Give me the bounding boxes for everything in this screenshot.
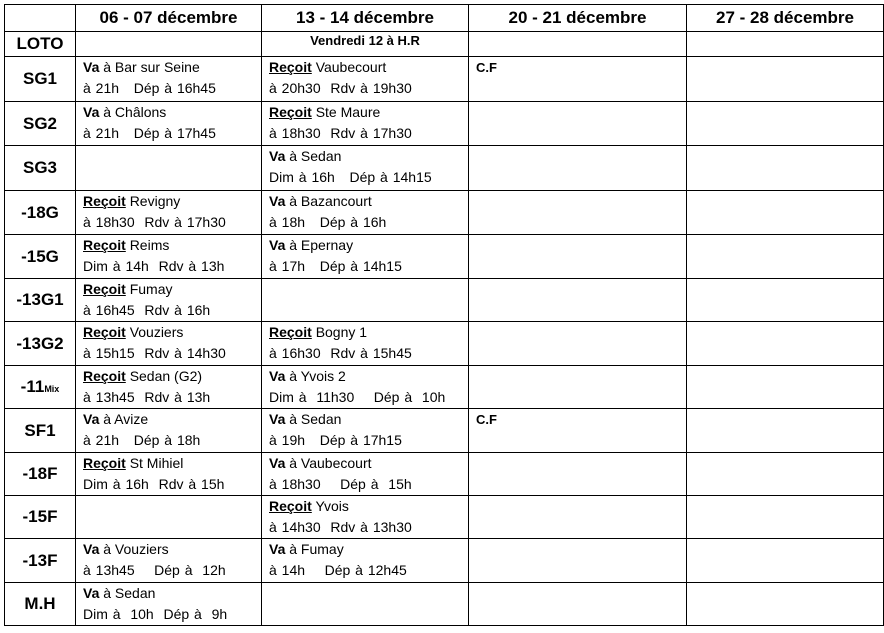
opponent-place: Sedan (G2) — [129, 368, 203, 384]
match-line — [269, 496, 468, 517]
row-label-loto: LOTO — [5, 32, 76, 57]
opponent-place: Ste Maure — [315, 104, 381, 120]
opponent-place: à Sedan — [289, 148, 342, 164]
home-match-label: Reçoit — [83, 237, 126, 253]
match-time: à 20h30 Rdv à 19h30 — [269, 80, 412, 96]
opponent-place: à Vouziers — [103, 541, 169, 557]
away-match-label: Va — [83, 585, 100, 601]
match-line — [83, 57, 261, 78]
team-label-text: SG1 — [22, 69, 58, 88]
away-match-label: Va — [83, 59, 100, 75]
home-match-label: Reçoit — [83, 455, 126, 471]
match-time: à 18h Dép à 16h — [269, 214, 387, 230]
loto-cell-week-4 — [687, 32, 884, 57]
schedule-cell — [687, 539, 884, 583]
schedule-cell — [469, 102, 687, 146]
team-label-text: M.H — [24, 594, 56, 613]
schedule-cell — [469, 366, 687, 409]
match-line — [269, 322, 468, 343]
match-line — [269, 539, 468, 560]
match-time: Dim à 16h Rdv à 15h — [83, 476, 225, 492]
schedule-cell — [76, 191, 262, 235]
match-line — [269, 235, 468, 256]
header-week-2: 13 - 14 décembre — [262, 5, 469, 32]
match-time: Dim à 16h Dép à 14h15 — [269, 169, 432, 185]
schedule-cell — [469, 539, 687, 583]
schedule-cell — [687, 409, 884, 453]
opponent-place: Reims — [129, 237, 170, 253]
team-row — [5, 57, 884, 102]
match-line — [83, 235, 261, 256]
team-label-text: -18F — [22, 464, 58, 483]
schedule-cell — [76, 102, 262, 146]
match-time: à 21h Dép à 17h45 — [83, 125, 216, 141]
team-label-text: SG3 — [22, 158, 58, 177]
schedule-cell — [469, 322, 687, 366]
opponent-place: Yvois — [315, 498, 349, 514]
schedule-cell — [687, 496, 884, 539]
match-time: Dim à 11h30 Dép à 10h — [269, 389, 446, 405]
team-label — [5, 366, 76, 409]
schedule-cell — [687, 453, 884, 496]
match-time: à 13h45 Dép à 12h — [83, 562, 226, 578]
opponent-place: à Vaubecourt — [289, 455, 372, 471]
opponent-place: Vouziers — [129, 324, 184, 340]
match-line — [83, 279, 261, 300]
schedule-cell — [687, 235, 884, 279]
home-match-label: Reçoit — [83, 281, 126, 297]
away-match-label: Va — [269, 411, 286, 427]
match-time: à 18h30 Rdv à 17h30 — [83, 214, 226, 230]
schedule-cell — [76, 322, 262, 366]
schedule-cell — [262, 279, 469, 322]
schedule-cell — [687, 322, 884, 366]
schedule-cell — [687, 57, 884, 102]
team-label — [5, 583, 76, 626]
match-time: à 21h Dép à 16h45 — [83, 80, 216, 96]
schedule-cell — [687, 191, 884, 235]
header-row — [5, 5, 884, 32]
match-time: à 18h30 Rdv à 17h30 — [269, 125, 412, 141]
team-label-text: -15F — [22, 507, 58, 526]
match-time: à 14h30 Rdv à 13h30 — [269, 519, 412, 535]
schedule-cell — [262, 235, 469, 279]
header-empty — [5, 5, 76, 32]
away-match-label: Va — [269, 148, 286, 164]
team-label-text: -15G — [21, 246, 59, 266]
schedule-cell — [687, 146, 884, 191]
schedule-cell — [469, 146, 687, 191]
match-time: à 15h15 Rdv à 14h30 — [83, 345, 226, 361]
match-time: à 16h30 Rdv à 15h45 — [269, 345, 412, 361]
match-time: à 13h45 Rdv à 13h — [83, 389, 211, 405]
schedule-cell — [76, 366, 262, 409]
away-match-label: Va — [269, 541, 286, 557]
cf-note: C.F — [476, 412, 497, 427]
match-line — [269, 191, 468, 212]
team-row — [5, 453, 884, 496]
team-row — [5, 279, 884, 322]
match-time: à 18h30 Dép à 15h — [269, 476, 412, 492]
home-match-label: Reçoit — [83, 368, 126, 384]
team-label — [5, 235, 76, 279]
match-time: à 16h45 Rdv à 16h — [83, 302, 211, 318]
match-line — [83, 322, 261, 343]
loto-cell-week-3 — [469, 32, 687, 57]
schedule-cell — [76, 496, 262, 539]
away-match-label: Va — [269, 237, 286, 253]
header-week-3: 20 - 21 décembre — [469, 5, 687, 32]
opponent-place: Bogny 1 — [315, 324, 368, 340]
match-line — [83, 539, 261, 560]
opponent-place: à Bazancourt — [289, 193, 372, 209]
match-line — [83, 409, 261, 430]
team-label-text: SG2 — [22, 113, 58, 133]
team-label-sub: Mix — [44, 384, 60, 394]
team-label — [5, 57, 76, 102]
home-match-label: Reçoit — [83, 324, 126, 340]
away-match-label: Va — [269, 368, 286, 384]
schedule-table — [4, 4, 884, 626]
team-label — [5, 409, 76, 453]
team-label-text: -13F — [22, 550, 58, 570]
opponent-place: à Châlons — [103, 104, 167, 120]
away-match-label: Va — [83, 411, 100, 427]
team-row — [5, 146, 884, 191]
schedule-cell — [262, 453, 469, 496]
team-row — [5, 102, 884, 146]
schedule-cell — [469, 583, 687, 626]
loto-note: Vendredi 12 à H.R — [262, 32, 469, 57]
team-row — [5, 366, 884, 409]
schedule-cell — [76, 279, 262, 322]
opponent-place: à Sedan — [103, 585, 156, 601]
cf-note: C.F — [476, 60, 497, 75]
team-label-text: -18G — [21, 202, 59, 222]
opponent-place: à Fumay — [289, 541, 344, 557]
match-line — [269, 146, 468, 167]
team-label — [5, 496, 76, 539]
match-line — [269, 453, 468, 474]
team-label-text: -13G1 — [16, 290, 64, 309]
schedule-cell — [262, 102, 469, 146]
opponent-place: à Sedan — [289, 411, 342, 427]
schedule-cell — [76, 57, 262, 102]
schedule-cell — [76, 409, 262, 453]
away-match-label: Va — [83, 104, 100, 120]
schedule-cell — [469, 453, 687, 496]
schedule-cell — [469, 409, 687, 453]
team-label — [5, 539, 76, 583]
team-row — [5, 409, 884, 453]
home-match-label: Reçoit — [269, 59, 312, 75]
match-time: à 14h Dép à 12h45 — [269, 562, 407, 578]
match-line — [269, 57, 468, 78]
match-time: à 17h Dép à 14h15 — [269, 258, 402, 274]
team-label — [5, 453, 76, 496]
schedule-cell — [262, 191, 469, 235]
loto-cell-week-1 — [76, 32, 262, 57]
match-line — [269, 366, 468, 387]
team-row — [5, 539, 884, 583]
team-row — [5, 583, 884, 626]
schedule-cell — [76, 453, 262, 496]
match-line — [83, 366, 261, 387]
match-line — [269, 102, 468, 123]
match-line — [83, 191, 261, 212]
schedule-cell — [469, 279, 687, 322]
schedule-cell — [687, 279, 884, 322]
schedule-cell — [687, 583, 884, 626]
home-match-label: Reçoit — [83, 193, 126, 209]
schedule-cell — [76, 146, 262, 191]
home-match-label: Reçoit — [269, 324, 312, 340]
match-time: à 21h Dép à 18h — [83, 432, 201, 448]
schedule-cell — [262, 496, 469, 539]
schedule-cell — [262, 539, 469, 583]
team-label — [5, 146, 76, 191]
schedule-cell — [262, 409, 469, 453]
away-match-label: Va — [269, 455, 286, 471]
match-line — [269, 409, 468, 430]
schedule-cell — [76, 235, 262, 279]
schedule-cell — [262, 583, 469, 626]
away-match-label: Va — [269, 193, 286, 209]
schedule-cell — [687, 102, 884, 146]
schedule-cell — [262, 146, 469, 191]
loto-row — [5, 32, 884, 57]
home-match-label: Reçoit — [269, 104, 312, 120]
schedule-cell — [469, 191, 687, 235]
opponent-place: Vaubecourt — [315, 59, 387, 75]
away-match-label: Va — [83, 541, 100, 557]
schedule-cell — [262, 366, 469, 409]
opponent-place: Revigny — [129, 193, 181, 209]
match-time: à 19h Dép à 17h15 — [269, 432, 402, 448]
team-row — [5, 235, 884, 279]
team-label — [5, 102, 76, 146]
team-row — [5, 496, 884, 539]
opponent-place: Fumay — [129, 281, 173, 297]
home-match-label: Reçoit — [269, 498, 312, 514]
team-label-text: -13G2 — [16, 333, 64, 353]
schedule-cell — [262, 322, 469, 366]
match-line — [83, 583, 261, 604]
schedule-cell — [469, 496, 687, 539]
match-line — [83, 102, 261, 123]
team-label — [5, 279, 76, 322]
opponent-place: à Epernay — [289, 237, 354, 253]
team-row — [5, 191, 884, 235]
opponent-place: à Avize — [103, 411, 149, 427]
opponent-place: à Yvois 2 — [289, 368, 346, 384]
schedule-cell — [469, 235, 687, 279]
header-week-4: 27 - 28 décembre — [687, 5, 884, 32]
opponent-place: St Mihiel — [129, 455, 184, 471]
schedule-cell — [262, 57, 469, 102]
team-label-text: SF1 — [24, 420, 56, 440]
team-row — [5, 322, 884, 366]
team-label — [5, 322, 76, 366]
opponent-place: à Bar sur Seine — [103, 59, 200, 75]
schedule-cell — [76, 539, 262, 583]
schedule-cell — [687, 366, 884, 409]
match-time: Dim à 14h Rdv à 13h — [83, 258, 225, 274]
schedule-cell — [469, 57, 687, 102]
header-week-1: 06 - 07 décembre — [76, 5, 262, 32]
schedule-cell — [76, 583, 262, 626]
team-label — [5, 191, 76, 235]
match-line — [83, 453, 261, 474]
match-time: Dim à 10h Dép à 9h — [83, 606, 228, 622]
team-label-text: -11 — [20, 377, 45, 396]
